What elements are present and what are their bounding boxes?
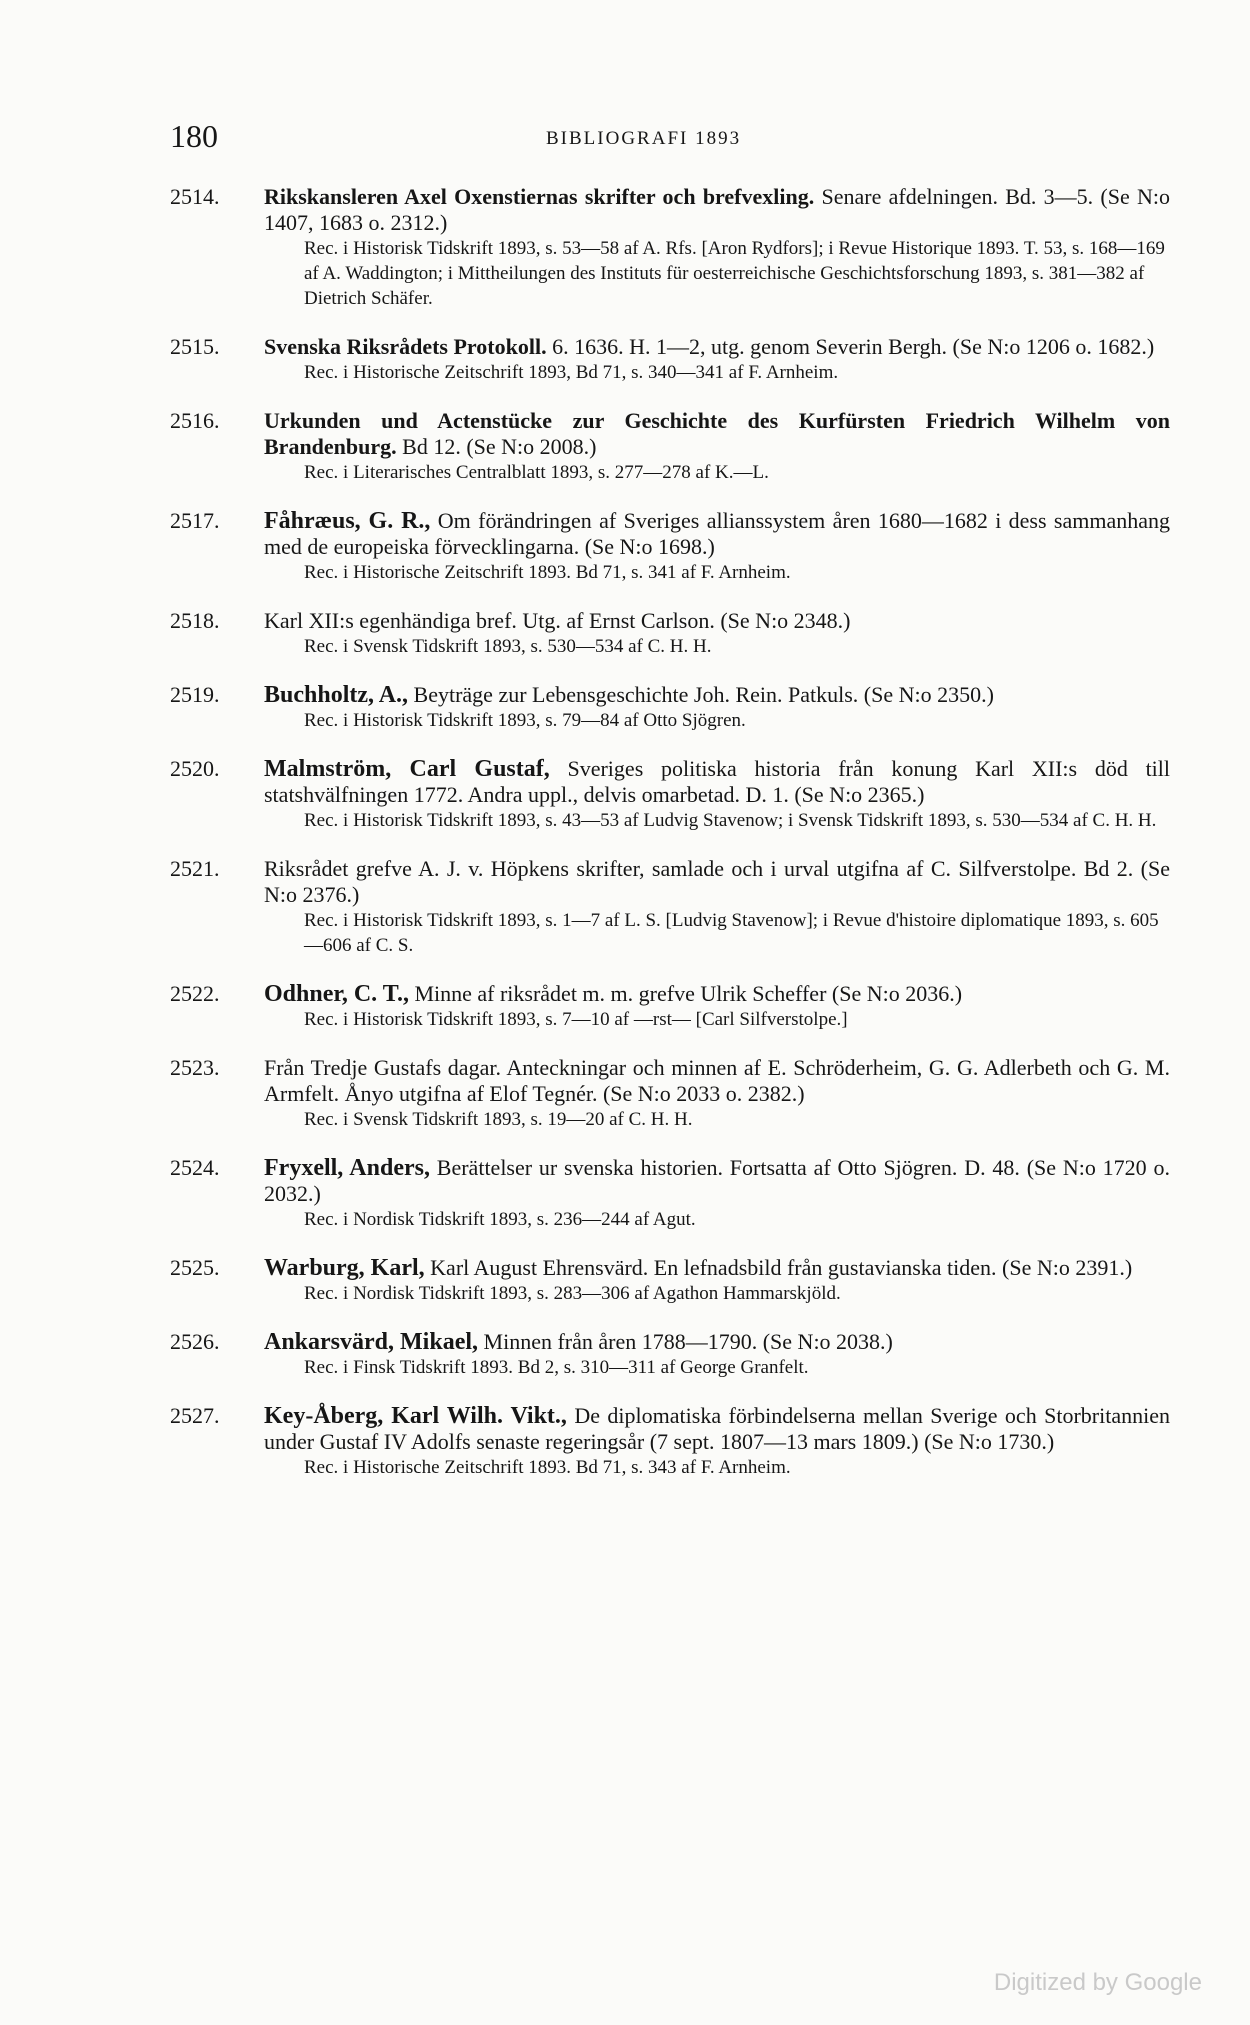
entry-number: 2514. <box>170 184 220 209</box>
entry-author: Warburg, Karl, <box>264 1255 425 1281</box>
entry-review: Rec. i Historisk Tidskrift 1893, s. 7—10 af —rst— [Carl Silfverstolpe.] <box>304 1009 848 1030</box>
entry-body <box>264 682 1170 708</box>
bibliography-entry <box>170 756 1170 833</box>
entry-review: Rec. i Historische Zeitschrift 1893, Bd 71, s. 340—341 af F. Arnheim. <box>304 362 839 383</box>
entry-details: De diplomatiska förbindelserna mellan Sverige och Storbritannien under Gustaf IV Adolfs senaste regeringsår (7 sept. 1807—13 mars 1809.) (Se N:o 1730.) <box>264 1403 1170 1454</box>
entry-details: Berättelser ur svenska historien. Fortsatta af Otto Sjögren. D. 48. (Se N:o 1720 o. 2032.) <box>264 1155 1170 1206</box>
entry-author: Malmström, Carl Gustaf, <box>264 756 550 782</box>
entry-author: Odhner, C. T., <box>264 981 409 1007</box>
entry-details: Riksrådet grefve A. J. v. Höpkens skrifter, samlade och i urval utgifna af C. Silfverstolpe. Bd 2. (Se N:o 2376.) <box>264 856 1170 907</box>
entry-body <box>264 756 1170 808</box>
entry-number: 2515. <box>170 334 220 359</box>
entry-details: Sveriges politiska historia från konung Karl XII:s död till statshvälfningen 1772. Andra uppl., delvis omarbetad. D. 1. (Se N:o 2365.) <box>264 756 1171 807</box>
entry-body <box>264 1155 1170 1207</box>
entry-author: Buchholtz, A., <box>264 682 409 708</box>
entry-review: Rec. i Nordisk Tidskrift 1893, s. 283—306 af Agathon Hammarskjöld. <box>304 1283 841 1304</box>
entry-details: 6. 1636. H. 1—2, utg. genom Severin Bergh. (Se N:o 1206 o. 1682.) <box>552 334 1155 359</box>
entry-author: Fryxell, Anders, <box>264 1155 430 1181</box>
bibliography-entries <box>170 184 1170 1503</box>
entry-number: 2527. <box>170 1403 220 1428</box>
entry-body <box>264 508 1170 560</box>
entry-details: Beyträge zur Lebensgeschichte Joh. Rein. Patkuls. (Se N:o 2350.) <box>413 682 994 707</box>
bibliography-entry <box>170 1055 1170 1132</box>
entry-details: Minnen från åren 1788—1790. (Se N:o 2038.) <box>483 1329 893 1354</box>
entry-author: Ankarsvärd, Mikael, <box>264 1329 479 1355</box>
entry-body <box>264 1255 1170 1281</box>
entry-body <box>264 1329 1170 1355</box>
entry-number: 2516. <box>170 408 220 433</box>
entry-number: 2521. <box>170 856 220 881</box>
entry-review: Rec. i Literarisches Centralblatt 1893, s. 277—278 af K.—L. <box>304 462 769 483</box>
entry-details: Karl August Ehrensvärd. En lefnadsbild från gustavianska tiden. (Se N:o 2391.) <box>430 1255 1133 1280</box>
bibliography-entry <box>170 608 1170 659</box>
bibliography-entry <box>170 1255 1170 1306</box>
entry-title: Urkunden und Actenstücke zur Geschichte des Kurfürsten Friedrich Wilhelm von Brandenburg. <box>264 408 1170 459</box>
entry-review: Rec. i Historisk Tidskrift 1893, s. 53—58 af A. Rfs. [Aron Rydfors]; i Revue Historique 1893. T. 53, s. 168—169 af A. Waddington; i Mittheilungen des Instituts für oesterreichische Geschichtsforschung 1893, s. 381—382 af Dietrich Schäfer. <box>304 238 1165 309</box>
entry-review: Rec. i Historische Zeitschrift 1893. Bd 71, s. 343 af F. Arnheim. <box>304 1457 791 1478</box>
entry-review: Rec. i Historisk Tidskrift 1893, s. 79—84 af Otto Sjögren. <box>304 710 746 731</box>
entry-body <box>264 334 1170 360</box>
bibliography-entry <box>170 856 1170 958</box>
entry-number: 2524. <box>170 1155 220 1180</box>
entry-body <box>264 856 1170 908</box>
digitization-watermark: Digitized by Google <box>993 1969 1202 1996</box>
bibliography-entry <box>170 1403 1170 1480</box>
entry-title: Rikskansleren Axel Oxenstiernas skrifter och brefvexling. <box>264 184 815 209</box>
entry-details: Karl XII:s egenhändiga bref. Utg. af Ernst Carlson. (Se N:o 2348.) <box>264 608 851 633</box>
bibliography-entry <box>170 1155 1170 1232</box>
entry-author: Key-Åberg, Karl Wilh. Vikt., <box>264 1403 567 1429</box>
entry-body <box>264 184 1170 236</box>
entry-review: Rec. i Historisk Tidskrift 1893, s. 43—53 af Ludvig Stavenow; i Svensk Tidskrift 1893, s. 530—534 af C. H. H. <box>304 810 1157 831</box>
entry-body <box>264 981 1170 1007</box>
entry-number: 2518. <box>170 608 220 633</box>
running-title: BIBLIOGRAFI 1893 <box>546 128 742 149</box>
bibliography-entry <box>170 981 1170 1032</box>
entry-body <box>264 608 1170 634</box>
entry-number: 2522. <box>170 981 220 1006</box>
entry-review: Rec. i Svensk Tidskrift 1893, s. 530—534 af C. H. H. <box>304 636 712 657</box>
entry-number: 2519. <box>170 682 220 707</box>
page-header <box>170 118 1180 158</box>
entry-number: 2525. <box>170 1255 220 1280</box>
entry-details: Bd 12. (Se N:o 2008.) <box>402 434 597 459</box>
entry-body <box>264 1055 1170 1107</box>
entry-details: Minne af riksrådet m. m. grefve Ulrik Scheffer (Se N:o 2036.) <box>414 981 963 1006</box>
bibliography-entry <box>170 508 1170 585</box>
entry-number: 2517. <box>170 508 220 533</box>
bibliography-entry <box>170 1329 1170 1380</box>
entry-author: Fåhræus, G. R., <box>264 508 431 534</box>
entry-review: Rec. i Historische Zeitschrift 1893. Bd 71, s. 341 af F. Arnheim. <box>304 562 791 583</box>
entry-details: Senare afdelningen. Bd. 3—5. (Se N:o 1407, 1683 o. 2312.) <box>264 184 1170 235</box>
bibliography-entry <box>170 184 1170 311</box>
entry-title: Svenska Riksrådets Protokoll. <box>264 334 547 359</box>
entry-body <box>264 408 1170 460</box>
bibliography-entry <box>170 334 1170 385</box>
bibliography-entry <box>170 408 1170 485</box>
entry-body <box>264 1403 1170 1455</box>
bibliography-entry <box>170 682 1170 733</box>
entry-review: Rec. i Svensk Tidskrift 1893, s. 19—20 af C. H. H. <box>304 1109 693 1130</box>
entry-number: 2526. <box>170 1329 220 1354</box>
entry-review: Rec. i Nordisk Tidskrift 1893, s. 236—244 af Agut. <box>304 1209 696 1230</box>
entry-review: Rec. i Finsk Tidskrift 1893. Bd 2, s. 310—311 af George Granfelt. <box>304 1357 809 1378</box>
entry-number: 2523. <box>170 1055 220 1080</box>
entry-details: Om förändringen af Sveriges allianssystem åren 1680—1682 i dess sammanhang med de europeiska förvecklingarna. (Se N:o 1698.) <box>264 508 1171 559</box>
page-number: 180 <box>170 118 218 154</box>
entry-details: Från Tredje Gustafs dagar. Anteckningar och minnen af E. Schröderheim, G. G. Adlerbeth och G. M. Armfelt. Ånyo utgifna af Elof Tegnér. (Se N:o 2033 o. 2382.) <box>264 1055 1170 1106</box>
entry-review: Rec. i Historisk Tidskrift 1893, s. 1—7 af L. S. [Ludvig Stavenow]; i Revue d'histoire diplomatique 1893, s. 605—606 af C. S. <box>304 910 1159 956</box>
entry-number: 2520. <box>170 756 220 781</box>
